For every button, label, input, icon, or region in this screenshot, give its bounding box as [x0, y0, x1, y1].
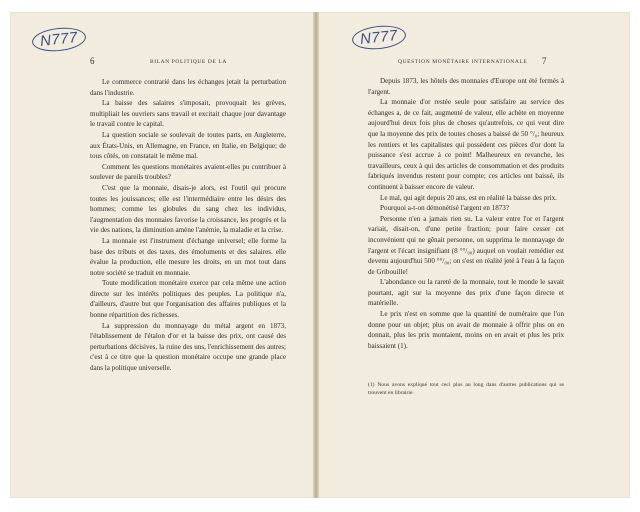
paragraph: La monnaie d'or restée seule pour satisfaire au service des échanges a, de ce fait, augmenté de valeur, elle achète en moyenne aujourd'hui deux fois plus de choses qu'autrefois, ce qui veut dire que la moyenne des prix de toutes choses a baissé de 50 °/₀; heureux les rentiers et les capitalistes qui possèdent ces pièces d'or dont la puissance s'est accrue à ce point! Malheureux en revanche, les travailleurs, ceux à qui des articles de consommation et des produits fabriqués invendus restent pour compte; ces articles ont baissé, ils continuent à baisser encore de valeur.	[368, 98, 564, 191]
paragraph: Depuis 1873, les hôtels des monnaies d'Europe ont été fermés à l'argent.	[368, 77, 564, 96]
footnote: (1) Nous avons expliqué tout ceci plus au long dans d'autres publications qui se trouvent en librairie.	[368, 382, 564, 396]
paragraph: Le prix n'est en somme que la quantité de numéraire que l'on donne pour un objet; plus on avait de monnaie à offrir plus on en donnait, plus les prix montaient, moins on en avait et plus les prix baissaient (1).	[368, 310, 564, 350]
left-page-text	[90, 77, 286, 374]
paragraph: C'est que la monnaie, disais-je alors, est l'outil qui procure toutes les jouissances; elle est l'intermédiaire entre les désirs des hommes; comme les globules du sang chez les individus, l'augmentation des monnaies favorise la croissance, les progrès et la vie des nations, la diminution amène l'anémie, la maladie et la crise.	[90, 183, 286, 235]
running-header-right: QUESTION MONÉTAIRE INTERNATIONALE	[398, 59, 528, 65]
paragraph: Personne n'en a jamais rien su. La valeur entre l'or et l'argent variait, disait-on, d'une petite fraction; pour faire cesser cet inconvénient qui ne gênait personne, on supprima le monnayage de l'argent et l'écart insignifiant (8 °°/₀₀) auquel on voulait remédier est devenu aujourd'hui 500 °°/₀₀; on s'est en réalité jeté à l'eau à la façon de Gribouille!	[368, 214, 564, 276]
page-number-right: 7	[542, 56, 547, 66]
paragraph: Pourquoi a-t-on démonétisé l'argent en 1873?	[380, 204, 510, 213]
paragraph: L'abondance ou la rareté de la monnaie, tout le monde le savait pourtant, agit sur la moyenne des prix d'une façon directe et matérielle.	[368, 278, 564, 308]
book-spread	[10, 12, 630, 500]
paragraph: Le mal, qui agit depuis 20 ans, est en réalité la baisse des prix.	[380, 193, 557, 202]
right-page-text	[368, 76, 564, 351]
paragraph: Toute modification monétaire exerce par cela même une action directe sur les intérêts politiques des peuples. La politique n'a, d'ailleurs, d'autre but que l'organisation des affaires publiques et la bonne répartition des richesses.	[90, 279, 286, 320]
library-stamp-left: N777	[31, 25, 87, 54]
library-stamp-right: N777	[351, 23, 407, 52]
paragraph: Le commerce contrarié dans les échanges jetait la perturbation dans l'industrie.	[90, 78, 286, 97]
paragraph: La monnaie est l'instrument d'échange universel; elle forme la base des tributs et des taxes, des émoluments et des salaires. elle évalue la production, elle mesure les droits, en un mot tout dans notre société se traduit en monnaie.	[90, 236, 286, 277]
paragraph: La baisse des salaires s'imposait, provoquait les grèves, multipliait les ouvriers sans travail et excitait chaque jour davantage le travail contre le capital.	[90, 99, 286, 129]
paragraph: La suppression du monnayage du métal argent en 1873, l'établissement de l'étalon d'or et la baisse des prix, ont causé des perturbations décisives, la ruine des uns, l'enrichissement des autres; c'est à ce titre que la question monétaire occupe une grande place dans la politique universelle.	[90, 321, 286, 373]
paragraph: Comment les questions monétaires avaient-elles pu contribuer à soulever de pareils troubles?	[90, 162, 286, 182]
running-header-left: BILAN POLITIQUE DE LA	[150, 59, 227, 65]
paragraph: La question sociale se soulevait de toutes parts, en Angleterre, aux États-Unis, en Allemagne, en France, en Italie, en Belgique; de tous côtés, on constatait le même mal.	[90, 130, 286, 161]
book-gutter	[313, 12, 319, 498]
page-number-left: 6	[90, 56, 95, 66]
